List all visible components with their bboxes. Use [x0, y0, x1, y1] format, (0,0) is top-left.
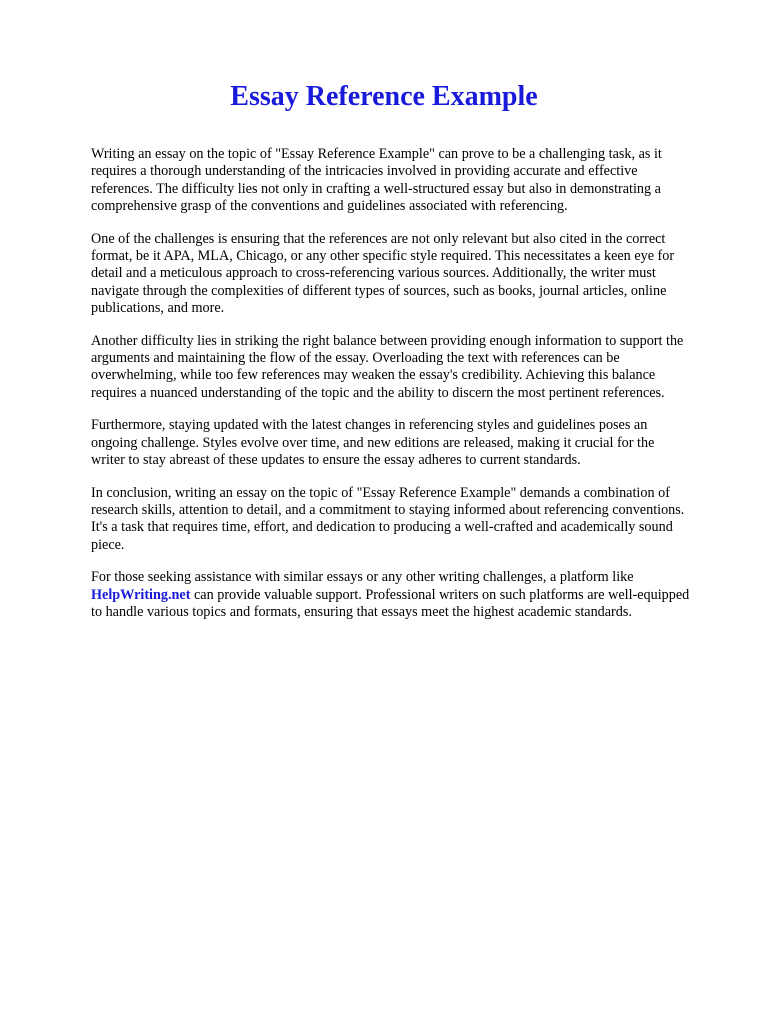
paragraph-assistance — [91, 569, 691, 621]
paragraph-format-challenges: One of the challenges is ensuring that the references are not only relevant but also cited in the correct format, be it APA, MLA, Chicago, or any other specific style required. This necessitates a keen eye for detail and a meticulous approach to cross-referencing various sources. Additionally, the writer must navigate through the complexities of different types of sources, such as books, journal articles, online publications, and more. — [91, 230, 675, 317]
assistance-text-before: For those seeking assistance with similar essays or any other writing challenges, a platform like — [91, 569, 634, 586]
paragraph-balance: Another difficulty lies in striking the right balance between providing enough information to support the arguments and maintaining the flow of the essay. Overloading the text with references can be overwhelming, while too few references may weaken the essay's credibility. Achieving this balance requires a nuanced understanding of the topic and the ability to discern the most pertinent references. — [91, 332, 684, 401]
paragraph-updates: Furthermore, staying updated with the latest changes in referencing styles and guidelines poses an ongoing challenge. Styles evolve over time, and new editions are released, making it crucial for the writer to stay abreast of these updates to ensure the essay adheres to current standards. — [91, 417, 655, 469]
assistance-text-after: can provide valuable support. Professional writers on such platforms are well-equipped to handle various topics and formats, ensuring that essays meet the highest academic standards. — [91, 586, 690, 620]
paragraph-conclusion: In conclusion, writing an essay on the topic of "Essay Reference Example" demands a combination of research skills, attention to detail, and a commitment to staying informed about referencing conventions. It's a task that requires time, effort, and dedication to producing a well-crafted and academically sound piece. — [91, 484, 685, 553]
helpwriting-link[interactable]: HelpWriting.net — [91, 586, 191, 603]
document-title: Essay Reference Example — [230, 81, 538, 112]
paragraph-intro: Writing an essay on the topic of "Essay Reference Example" can prove to be a challenging task, as it requires a thorough understanding of the intricacies involved in providing accurate and effective references. The difficulty lies not only in crafting a well-structured essay but also in demonstrating a comprehensive grasp of the conventions and guidelines associated with referencing. — [91, 146, 662, 215]
document-body — [91, 146, 691, 636]
